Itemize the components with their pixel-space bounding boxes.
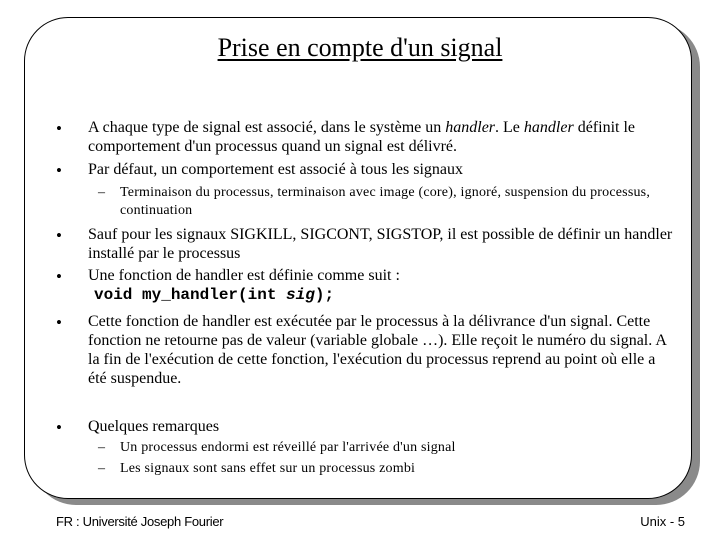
bullet-marker: • xyxy=(56,119,62,138)
footer-institution: FR : Université Joseph Fourier xyxy=(56,514,224,529)
bullet-handler-execution: Cette fonction de handler est exécutée par le processus à la délivrance d'un signal. Cette fonction ne retourne pas de valeur (variable globale …). Elle reçoit le numéro du signal. A la fin de l'exécution de cette fonction, l'exécution du processus reprend au point où elle a été suspendue. xyxy=(88,313,667,387)
remark-sleeping-process: Un processus endormi est réveillé par l'arrivée d'un signal xyxy=(120,440,456,455)
bullet-marker: • xyxy=(56,161,62,180)
remark-zombie-process: Les signaux sont sans effet sur un processus zombi xyxy=(120,461,416,476)
bullet-handler-association: A chaque type de signal est associé, dans le système un handler. Le handler définit le comportement d'un processus quand un signal est délivré. xyxy=(88,119,635,155)
footer-page-number: Unix - 5 xyxy=(640,514,685,529)
bullet-marker: • xyxy=(56,226,62,245)
bullet-sigkill-exceptions: Sauf pour les signaux SIGKILL, SIGCONT, SIGSTOP, il est possible de définir un handler installé par le processus xyxy=(88,226,673,262)
sub-default-behaviours: Terminaison du processus, terminaison avec image (core), ignoré, suspension du processus, continuation xyxy=(120,185,651,218)
bullet-remarks: Quelques remarques xyxy=(88,418,220,435)
bullet-marker: • xyxy=(56,267,62,286)
bullet-default-behaviour: Par défaut, un comportement est associé à tous les signaux xyxy=(88,161,464,178)
sub-dash: – xyxy=(98,185,105,200)
bullet-marker: • xyxy=(56,418,62,437)
bullet-handler-definition: Une fonction de handler est définie comme suit : xyxy=(88,267,400,284)
code-handler-signature: void my_handler(int sig); xyxy=(94,286,335,304)
slide-title: Prise en compte d'un signal xyxy=(217,33,503,62)
bullet-marker: • xyxy=(56,313,62,332)
sub-dash: – xyxy=(98,461,105,476)
sub-dash: – xyxy=(98,440,105,455)
